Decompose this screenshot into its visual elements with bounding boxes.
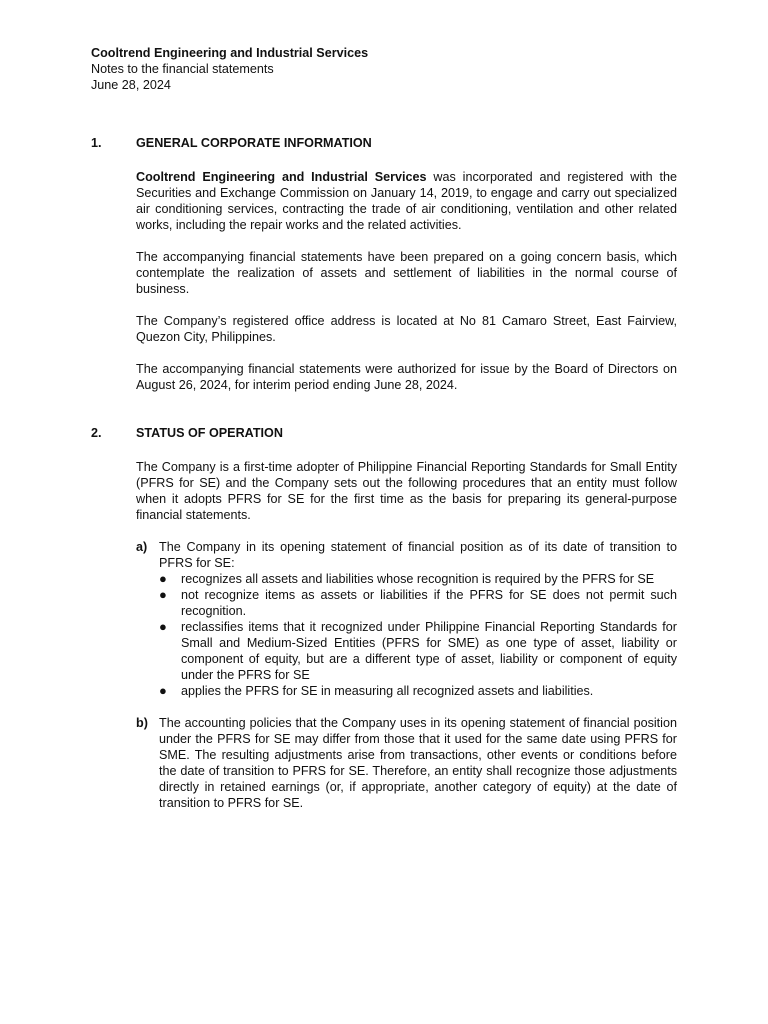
bullet-item (159, 571, 677, 587)
list-item-text: The accounting policies that the Company uses in its opening statement of financial position under the PFRS for SE may differ from those that it used for the same date using PFRS for SME. The resulting adjustments arise from transactions, other events or conditions before the date of transition to PFRS for SE. Therefore, an entity shall recognize those adjustments directly in retained earnings (or, if appropriate, another category of equity) at the date of transition to PFRS for SE. (159, 716, 677, 810)
document-date: June 28, 2024 (91, 78, 171, 92)
bullet-icon: ● (159, 587, 167, 602)
bullet-text: not recognize items as assets or liabilities if the PFRS for SE does not permit such recognition. (181, 588, 677, 618)
bullet-text: reclassifies items that it recognized under Philippine Financial Reporting Standards for Small and Medium-Sized Entities (PFRS for SME) as one type of asset, liability or component of equity, but are a different type of asset, liability or component of equity under the PFRS for SE (181, 620, 677, 682)
company-name: Cooltrend Engineering and Industrial Services (91, 46, 369, 60)
section-general-corporate-information (91, 135, 677, 393)
paragraph (136, 169, 677, 233)
paragraph: The Company’s registered office address is located at No 81 Camaro Street, East Fairview, Quezon City, Philippines. (136, 314, 677, 344)
document-header (91, 45, 677, 93)
company-name-inline: Cooltrend Engineering and Industrial Services (136, 170, 427, 184)
list-letter: b) (136, 716, 148, 730)
bullet-icon: ● (159, 683, 167, 698)
list-letter: a) (136, 540, 148, 554)
section-title: GENERAL CORPORATE INFORMATION (136, 136, 372, 150)
list-content (159, 539, 677, 699)
bullet-icon: ● (159, 619, 167, 634)
section-heading (91, 425, 677, 441)
paragraph: The accompanying financial statements have been prepared on a going concern basis, which contemplate the realization of assets and settlement of liabilities in the normal course of business. (136, 250, 677, 296)
bullet-icon: ● (159, 571, 167, 586)
document-subtitle: Notes to the financial statements (91, 62, 274, 76)
paragraph-text: was incorporated and registered with the Securities and Exchange Commission on January 14, 2019, to engage and carry out specialized air conditioning services, contracting the trade of air conditioning, ventilation and other related works, including the repair works and the related activities. (136, 170, 677, 232)
section-body (136, 169, 677, 393)
section-body (136, 459, 677, 811)
paragraph: The Company is a first-time adopter of Philippine Financial Reporting Standards for Small Entity (PFRS for SE) and the Company sets out the following procedures that an entity must follow when it adopts PFRS for SE for the first time as the basis for preparing its general-purpose financial statements. (136, 460, 677, 522)
list-item-b (136, 715, 677, 811)
bullet-text: applies the PFRS for SE in measuring all recognized assets and liabilities. (181, 684, 594, 698)
list-item-text: The Company in its opening statement of financial position as of its date of transition to PFRS for SE: (159, 540, 677, 570)
section-status-of-operation (91, 425, 677, 811)
section-heading (91, 135, 677, 151)
bullet-text: recognizes all assets and liabilities whose recognition is required by the PFRS for SE (181, 572, 655, 586)
section-number: 1. (91, 136, 102, 150)
bullet-list (159, 571, 677, 699)
section-title: STATUS OF OPERATION (136, 426, 283, 440)
section-number: 2. (91, 426, 102, 440)
paragraph: The accompanying financial statements were authorized for issue by the Board of Directors on August 26, 2024, for interim period ending June 28, 2024. (136, 362, 677, 392)
bullet-item (159, 683, 677, 699)
bullet-item (159, 587, 677, 619)
list-item-a (136, 539, 677, 699)
bullet-item (159, 619, 677, 683)
